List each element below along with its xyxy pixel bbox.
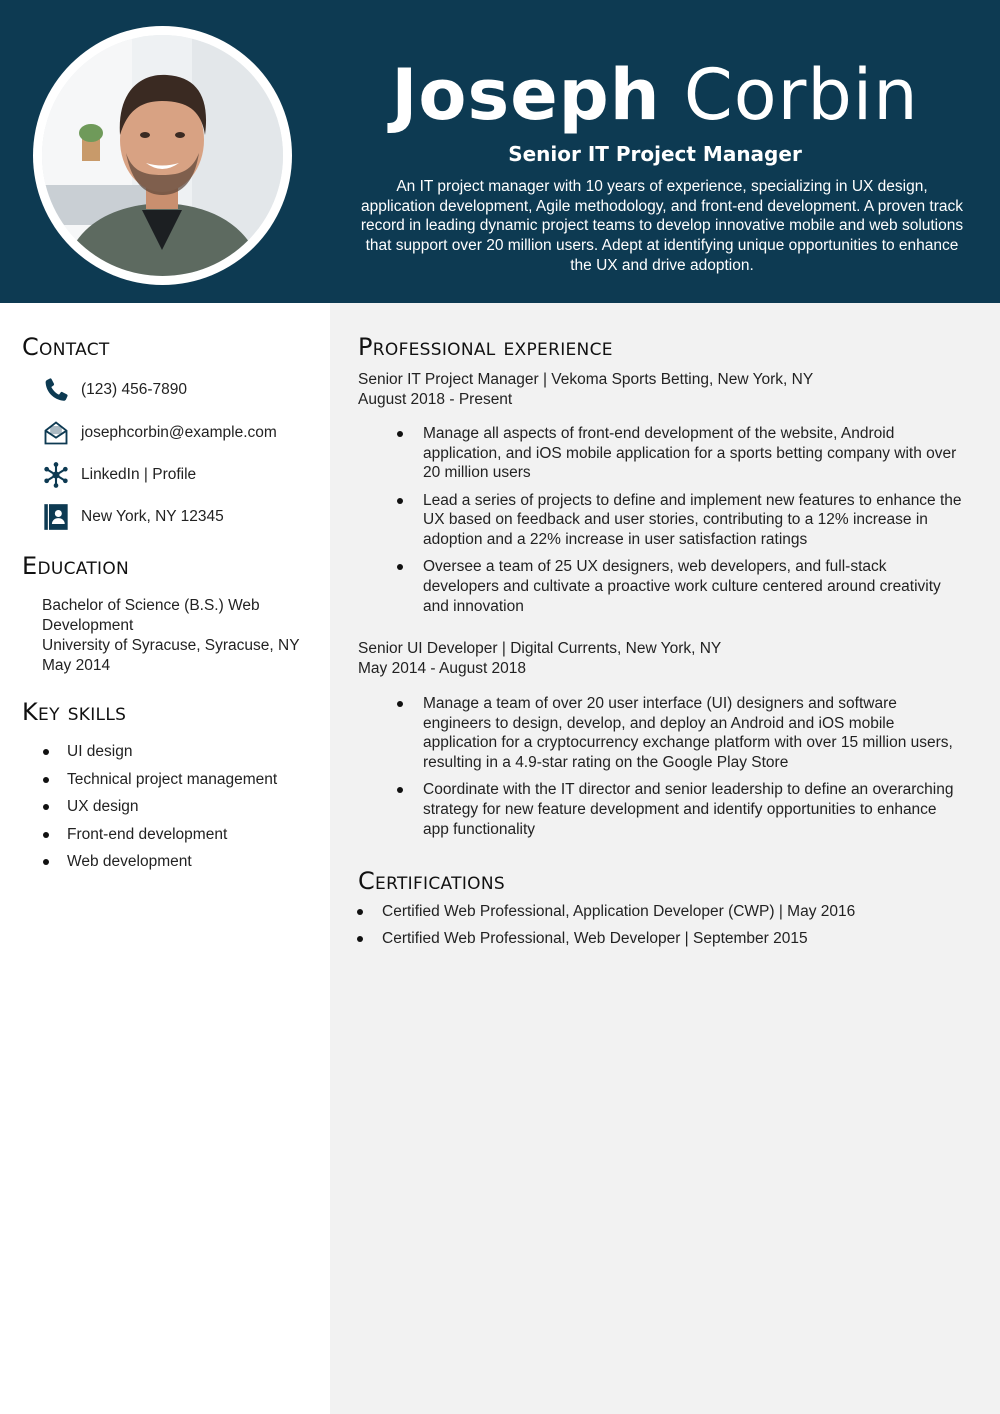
skill-item: Technical project management [42, 767, 277, 795]
contact-phone [40, 375, 330, 405]
skill-item: UI design [42, 739, 277, 767]
job-1-header [358, 370, 978, 409]
skill-item: Front-end development [42, 822, 277, 850]
education-heading: Education [22, 552, 130, 580]
professional-summary: An IT project manager with 10 years of experience, specializing in UX design, application development, Agile methodology, and front-end development. A proven track record in leading dynamic project teams to develop innovative mobile and web solutions that support over 20 million users. Adept at identifying unique opportunities to enhance the UX and drive adoption. [360, 178, 964, 274]
email-address[interactable]: josephcorbin@example.com [81, 424, 277, 441]
job-2-dates: May 2014 - August 2018 [358, 659, 527, 677]
education-school: University of Syracuse, Syracuse, NY [42, 637, 300, 654]
job-title: Senior IT Project Manager [508, 142, 802, 166]
job-1-dates: August 2018 - Present [358, 390, 513, 408]
certifications-list [356, 902, 976, 956]
linkedin-profile-link[interactable]: LinkedIn | Profile [81, 466, 197, 483]
phone-number[interactable]: (123) 456-7890 [81, 381, 187, 398]
experience-heading: Professional experience [358, 333, 613, 361]
skills-heading: Key skills [22, 698, 127, 726]
skill-item: UX design [42, 794, 277, 822]
linkedin-network-icon [40, 460, 72, 490]
contact-linkedin [40, 460, 330, 490]
job-2-role: Senior UI Developer | Digital Currents, New York, NY [358, 640, 722, 657]
job-bullet: Manage a team of over 20 user interface (UI) designers and software engineers to design, develop, and deploy an Android and iOS mobile application for a cryptocurrency exchange platform with over 15 million users, resulting in a 4.9-star rating on the Google Play Store [396, 694, 966, 773]
address-book-icon [40, 502, 72, 532]
job-2-header [358, 639, 978, 678]
job-bullet: Manage all aspects of front-end development of the website, Android application, and iOS mobile application for a sports betting company with over 20 million users [396, 424, 966, 483]
education-entry [42, 596, 322, 676]
certification-item: Certified Web Professional, Web Developer | September 2015 [356, 929, 976, 949]
job-2-bullets [396, 694, 966, 847]
profile-photo-frame [33, 26, 292, 285]
email-icon [40, 418, 72, 448]
contact-heading: Contact [22, 333, 110, 361]
certification-item: Certified Web Professional, Application Developer (CWP) | May 2016 [356, 902, 976, 922]
skill-item: Web development [42, 849, 277, 877]
education-degree: Bachelor of Science (B.S.) Web Development [42, 597, 260, 634]
contact-email [40, 418, 330, 448]
certifications-heading: Certifications [358, 867, 505, 895]
candidate-name [340, 52, 970, 138]
skills-list [42, 739, 277, 877]
job-1-bullets [396, 424, 966, 624]
location: New York, NY 12345 [81, 508, 224, 525]
profile-photo [42, 35, 283, 276]
education-date: May 2014 [42, 657, 111, 674]
first-name: Joseph [391, 54, 661, 136]
contact-address [40, 502, 330, 532]
job-bullet: Coordinate with the IT director and senior leadership to define an overarching strategy for new feature development and identify opportunities to enhance app functionality [396, 780, 966, 839]
last-name: Corbin [683, 54, 919, 136]
job-bullet: Lead a series of projects to define and implement new features to enhance the UX based on feedback and user stories, contributing to a 12% increase in adoption and a 22% increase in user satisfaction ratings [396, 491, 966, 550]
header-banner [0, 0, 1000, 303]
job-1-role: Senior IT Project Manager | Vekoma Sports Betting, New York, NY [358, 371, 814, 388]
job-bullet: Oversee a team of 25 UX designers, web developers, and full-stack developers and cultivate a proactive work culture centered around creativity and innovation [396, 557, 966, 616]
phone-icon [40, 375, 72, 405]
